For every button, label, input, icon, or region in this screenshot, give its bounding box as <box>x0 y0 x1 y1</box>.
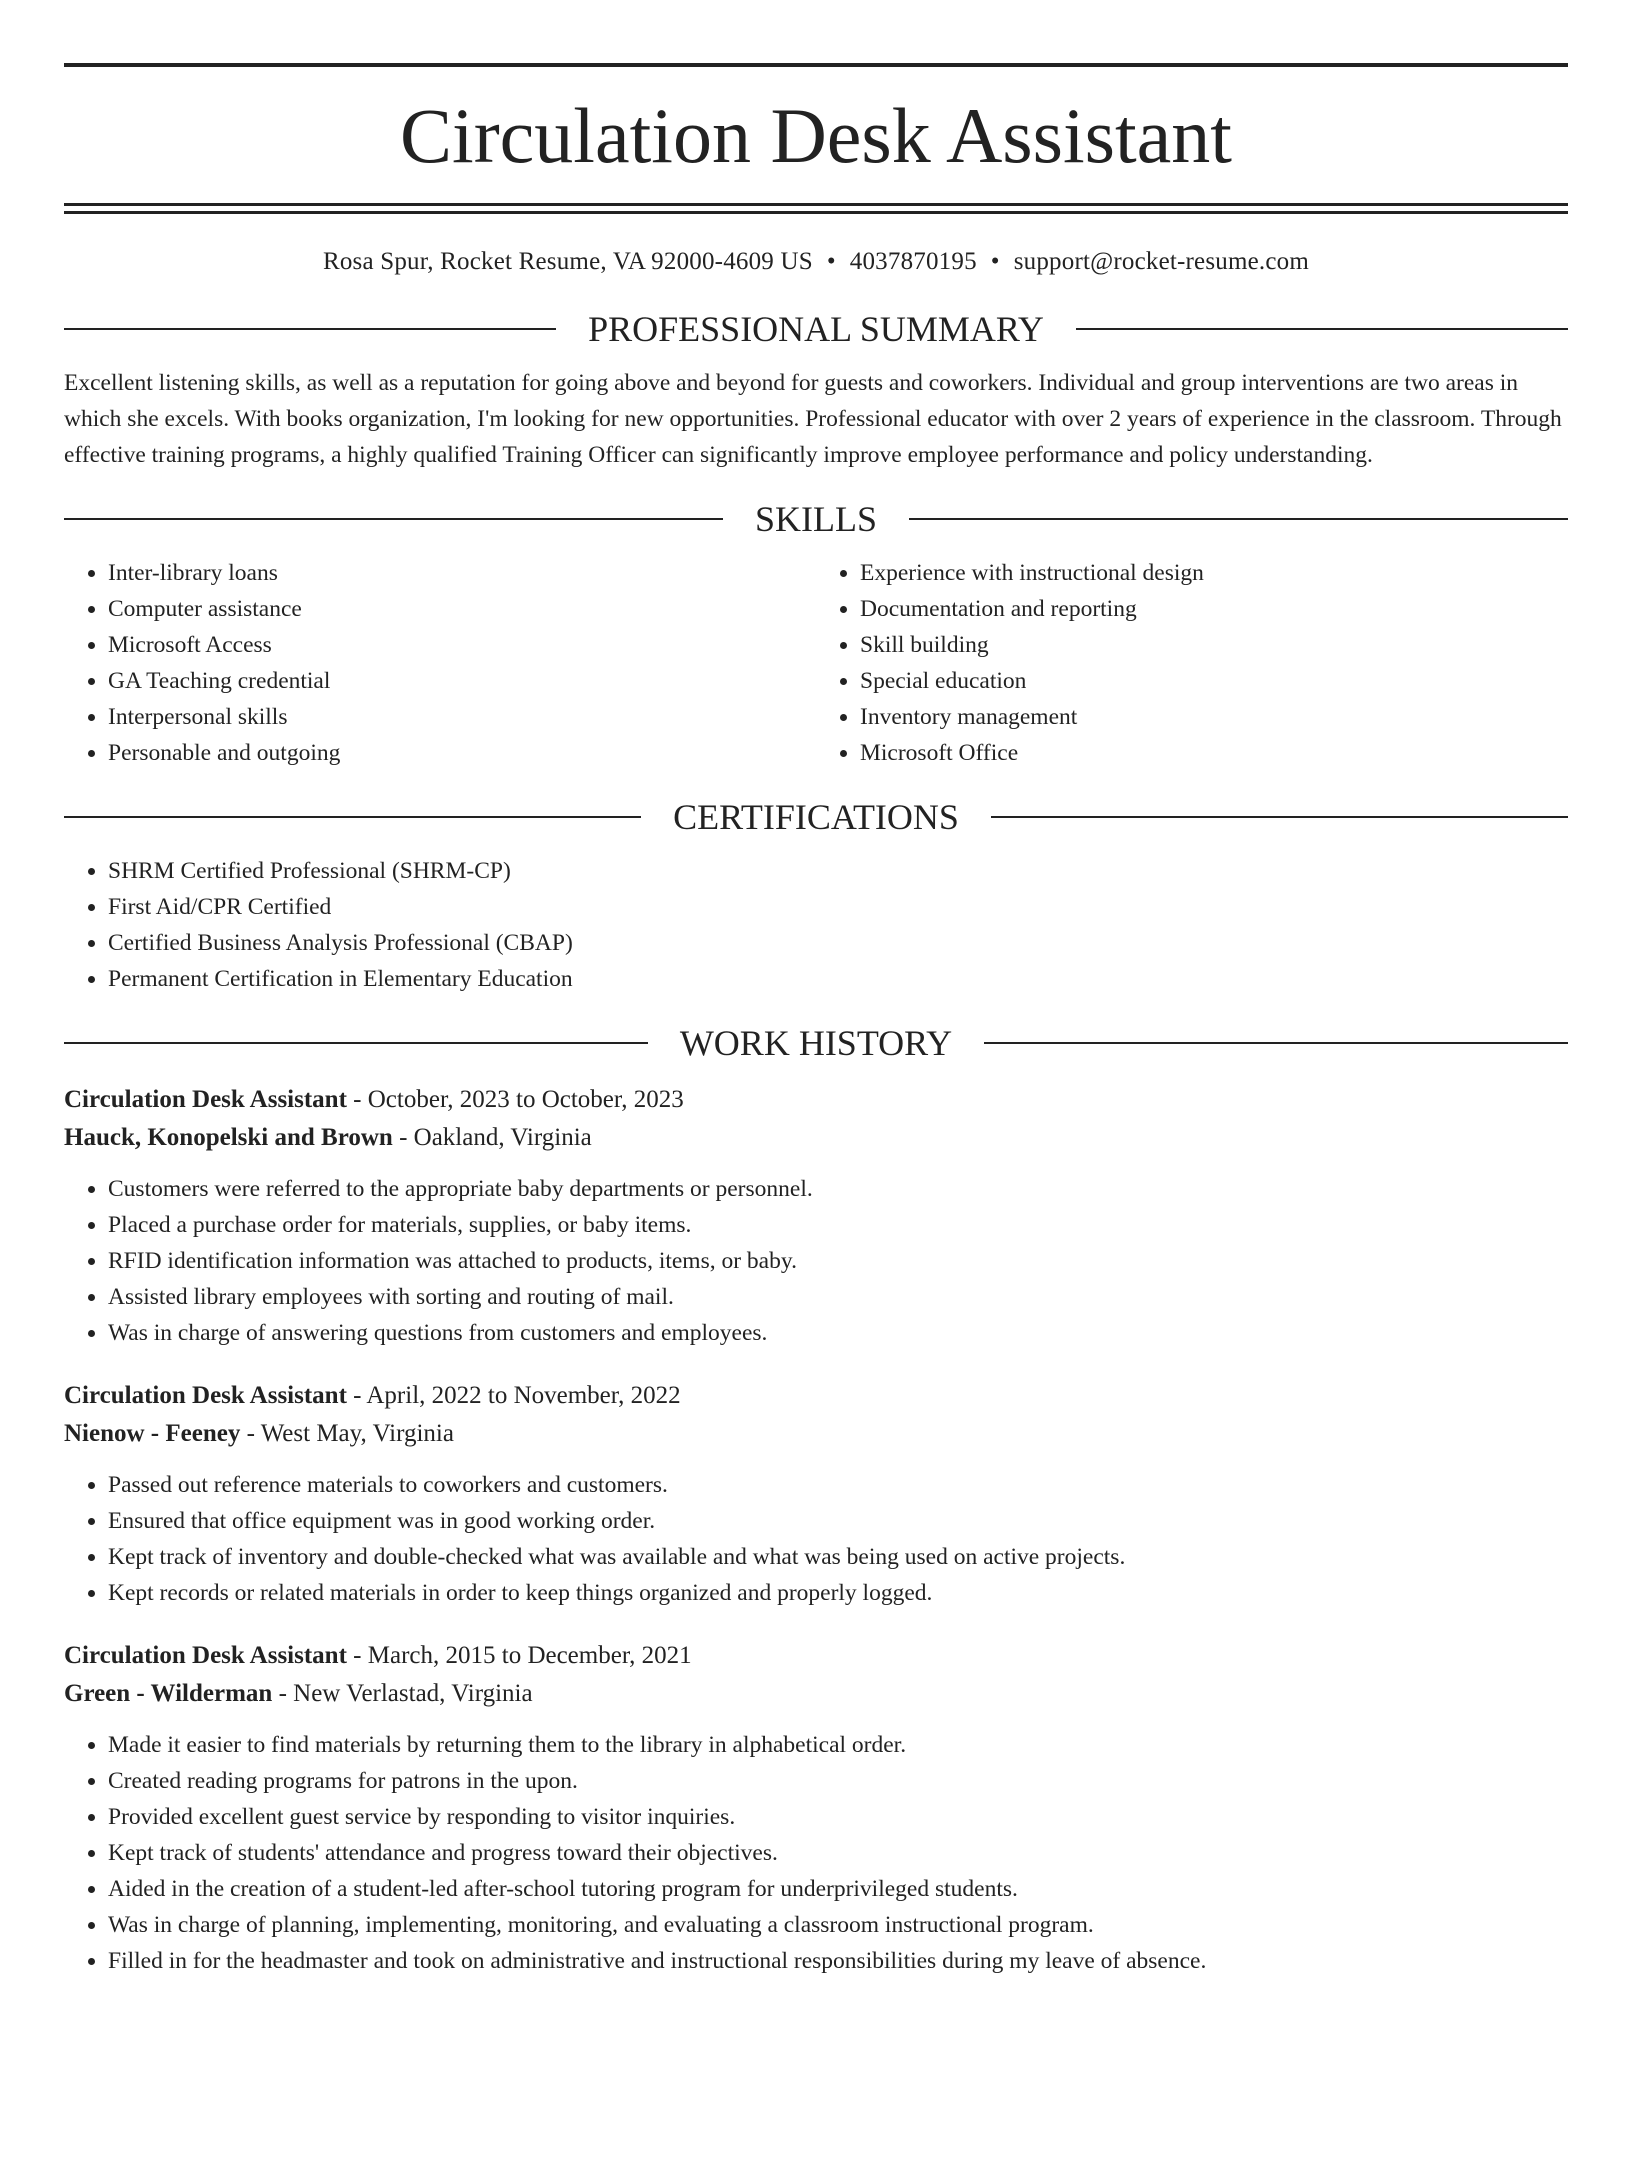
job-title-line <box>64 1377 1568 1415</box>
contact-address: Rosa Spur, Rocket Resume, VA 92000-4609 US <box>322 248 813 275</box>
job-company: Hauck, Konopelski and Brown <box>64 1124 393 1151</box>
job-duties-list <box>64 1467 1568 1611</box>
certifications-heading <box>64 793 1568 841</box>
job-duty: • Kept track of students' attendance and progress toward their objectives. <box>108 1835 1568 1871</box>
heading-rule-right <box>991 816 1568 818</box>
skills-list-left <box>64 555 816 771</box>
job-title: Circulation Desk Assistant <box>64 1382 347 1409</box>
job-location: - West May, Virginia <box>240 1420 454 1447</box>
job-duty: • Passed out reference materials to coworkers and customers. <box>108 1467 1568 1503</box>
work-history-heading-label: WORK HISTORY <box>679 1023 953 1063</box>
job-title-line <box>64 1081 1568 1119</box>
summary-heading <box>64 305 1568 353</box>
job-duty: • Filled in for the headmaster and took on administrative and instructional responsibilities during my leave of absence. <box>108 1943 1568 1979</box>
contact-line <box>64 247 1568 277</box>
heading-rule-left <box>64 518 723 520</box>
skills-columns <box>64 555 1568 771</box>
job-duty: • Made it easier to find materials by returning them to the library in alphabetical order. <box>108 1727 1568 1763</box>
summary-text: Excellent listening skills, as well as a reputation for going above and beyond for guests and coworkers. Individual and group interventions are two areas in which she excels. With books organization, I'm looking for new opportunities. Professional educator with over 2 years of experience in the classroom. Through effective training programs, a highly qualified Training Officer can significantly improve employee performance and policy understanding. <box>64 370 1562 468</box>
skill-item: • Inter-library loans <box>108 555 816 591</box>
skills-heading <box>64 495 1568 543</box>
job-duties-list <box>64 1171 1568 1351</box>
page-title: Circulation Desk Assistant <box>400 92 1232 179</box>
summary-heading-label: PROFESSIONAL SUMMARY <box>588 309 1044 349</box>
job-entry <box>64 1377 1568 1611</box>
job-dates: - April, 2022 to November, 2022 <box>346 1382 681 1409</box>
work-history-heading <box>64 1019 1568 1067</box>
job-duty: • Created reading programs for patrons in the upon. <box>108 1763 1568 1799</box>
skill-item: • Microsoft Access <box>108 627 816 663</box>
skill-item: • Computer assistance <box>108 591 816 627</box>
contact-separator: • <box>990 248 1000 275</box>
job-duties-list <box>64 1727 1568 1979</box>
top-rule <box>64 63 1568 67</box>
heading-rule-right <box>984 1042 1568 1044</box>
job-duty: • Customers were referred to the appropriate baby departments or personnel. <box>108 1171 1568 1207</box>
certification-item: • Permanent Certification in Elementary Education <box>108 961 1568 997</box>
contact-separator: • <box>826 248 836 275</box>
job-location: - Oakland, Virginia <box>392 1124 592 1151</box>
skill-item: • GA Teaching credential <box>108 663 816 699</box>
job-duty: • RFID identification information was attached to products, items, or baby. <box>108 1243 1568 1279</box>
certifications-heading-label: CERTIFICATIONS <box>673 797 959 837</box>
heading-rule-left <box>64 816 641 818</box>
job-duty: • Was in charge of planning, implementing, monitoring, and evaluating a classroom instructional program. <box>108 1907 1568 1943</box>
skill-item: • Skill building <box>860 627 1568 663</box>
job-dates: - March, 2015 to December, 2021 <box>346 1642 692 1669</box>
skills-list-right <box>816 555 1568 771</box>
job-company: Nienow - Feeney <box>64 1420 241 1447</box>
heading-rule-right <box>1076 328 1568 330</box>
job-duty: • Ensured that office equipment was in good working order. <box>108 1503 1568 1539</box>
heading-rule-right <box>909 518 1568 520</box>
skill-item: • Special education <box>860 663 1568 699</box>
certifications-list <box>64 853 1568 997</box>
skill-item: • Documentation and reporting <box>860 591 1568 627</box>
job-title: Circulation Desk Assistant <box>64 1642 347 1669</box>
job-dates: - October, 2023 to October, 2023 <box>346 1086 684 1113</box>
certification-item: • SHRM Certified Professional (SHRM-CP) <box>108 853 1568 889</box>
job-duty: • Kept records or related materials in order to keep things organized and properly logged. <box>108 1575 1568 1611</box>
job-duty: • Placed a purchase order for materials, supplies, or baby items. <box>108 1207 1568 1243</box>
skills-heading-label: SKILLS <box>755 499 878 539</box>
skill-item: • Interpersonal skills <box>108 699 816 735</box>
certification-item: • First Aid/CPR Certified <box>108 889 1568 925</box>
job-duty: • Aided in the creation of a student-led after-school tutoring program for underprivileged students. <box>108 1871 1568 1907</box>
contact-phone: 4037870195 <box>849 248 977 275</box>
skill-item: • Personable and outgoing <box>108 735 816 771</box>
certification-item: • Certified Business Analysis Professional (CBAP) <box>108 925 1568 961</box>
job-company-line <box>64 1675 1568 1713</box>
job-entry <box>64 1637 1568 1979</box>
heading-rule-left <box>64 328 556 330</box>
job-title: Circulation Desk Assistant <box>64 1086 347 1113</box>
contact-email: support@rocket-resume.com <box>1013 248 1310 275</box>
job-company-line <box>64 1415 1568 1453</box>
skill-item: • Microsoft Office <box>860 735 1568 771</box>
job-title-line <box>64 1637 1568 1675</box>
heading-rule-left <box>64 1042 648 1044</box>
job-duty: • Provided excellent guest service by responding to visitor inquiries. <box>108 1799 1568 1835</box>
title-rule-lower <box>64 211 1568 214</box>
job-duty: • Was in charge of answering questions from customers and employees. <box>108 1315 1568 1351</box>
skill-item: • Experience with instructional design <box>860 555 1568 591</box>
job-company: Green - Wilderman <box>64 1680 273 1707</box>
skill-item: • Inventory management <box>860 699 1568 735</box>
title-rule-upper <box>64 203 1568 206</box>
job-location: - New Verlastad, Virginia <box>272 1680 533 1707</box>
job-company-line <box>64 1119 1568 1157</box>
job-entry <box>64 1081 1568 1351</box>
job-duty: • Assisted library employees with sorting and routing of mail. <box>108 1279 1568 1315</box>
resume-page <box>0 63 1632 2175</box>
job-duty: • Kept track of inventory and double-checked what was available and what was being used on active projects. <box>108 1539 1568 1575</box>
